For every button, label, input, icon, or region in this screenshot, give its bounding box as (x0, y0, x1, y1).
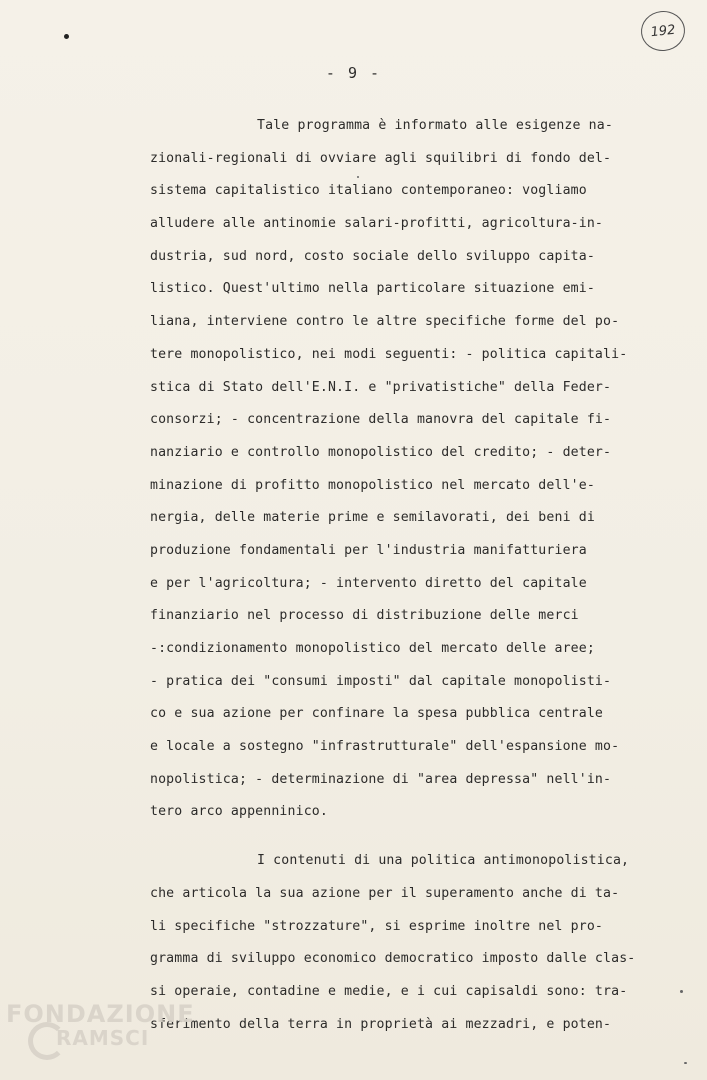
text-line: I contenuti di una politica antimonopolistica, (257, 853, 630, 869)
text-line: nopolistica; - determinazione di "area depressa" nell'in- (150, 771, 612, 787)
text-line: consorzi; - concentrazione della manovra del capitale fi- (150, 412, 612, 428)
text-line: Tale programma è informato alle esigenze na- (257, 118, 613, 133)
watermark-line2: RAMSCI (56, 1026, 150, 1050)
text-line: nergia, delle materie prime e semilavorati, dei beni di (150, 510, 595, 526)
text-line: finanziario nel processo di distribuzione delle merci (150, 608, 579, 624)
text-line: alludere alle antinomie salari-profitti, agricoltura-in- (150, 216, 604, 232)
text-line: gramma di sviluppo economico democratico imposto dalle clas- (150, 951, 636, 967)
page-number: - 9 - (325, 64, 382, 82)
text-line: minazione di profitto monopolistico nel mercato dell'e- (150, 477, 595, 493)
paper-speck (680, 990, 683, 993)
text-line: sferimento della terra in proprietà ai mezzadri, e poten- (150, 1016, 612, 1032)
text-line: tero arco appenninico. (150, 804, 328, 820)
text-line: produzione fondamentali per l'industria manifatturiera (150, 542, 587, 558)
text-line: zionali-regionali di ovviare agli squilibri di fondo del- (150, 150, 612, 166)
text-line: e per l'agricoltura; - intervento diretto del capitale (150, 575, 587, 591)
text-line: - pratica dei "consumi imposti" dal capitale monopolisti- (150, 673, 612, 689)
watermark-line1: FONDAZIONE (6, 1000, 195, 1028)
paper-speck (684, 1062, 687, 1064)
text-line: si operaie, contadine e medie, e i cui capisaldi sono: tra- (150, 983, 628, 999)
text-line: dustria, sud nord, costo sociale dello sviluppo capita- (150, 248, 595, 264)
text-line: nanziario e controllo monopolistico del credito; - deter- (150, 444, 612, 460)
text-line: e locale a sostegno "infrastrutturale" dell'espansione mo- (150, 739, 620, 755)
document-body (150, 110, 670, 1041)
text-line: stica di Stato dell'E.N.I. e "privatistiche" della Feder- (150, 379, 612, 395)
ink-mark (64, 34, 69, 39)
text-line: li specifiche "strozzature", si esprime inoltre nel pro- (150, 918, 604, 934)
text-line: sistema capitalistico italiano contemporaneo: vogliamo (150, 183, 587, 199)
text-line: tere monopolistico, nei modi seguenti: - politica capitali- (150, 346, 628, 362)
archive-number-stamp (639, 9, 687, 53)
text-line: -:condizionamento monopolistico del mercato delle aree; (150, 641, 595, 656)
paper-speck (357, 176, 359, 178)
paragraph-gap (150, 829, 670, 845)
text-line: co e sua azione per confinare la spesa pubblica centrale (150, 706, 604, 722)
text-line: liana, interviene contro le altre specifiche forme del po- (150, 314, 620, 330)
archive-number: 192 (649, 22, 677, 40)
text-line: listico. Quest'ultimo nella particolare situazione emi- (150, 281, 595, 297)
text-line: che articola la sua azione per il superamento anche di ta- (150, 885, 620, 901)
